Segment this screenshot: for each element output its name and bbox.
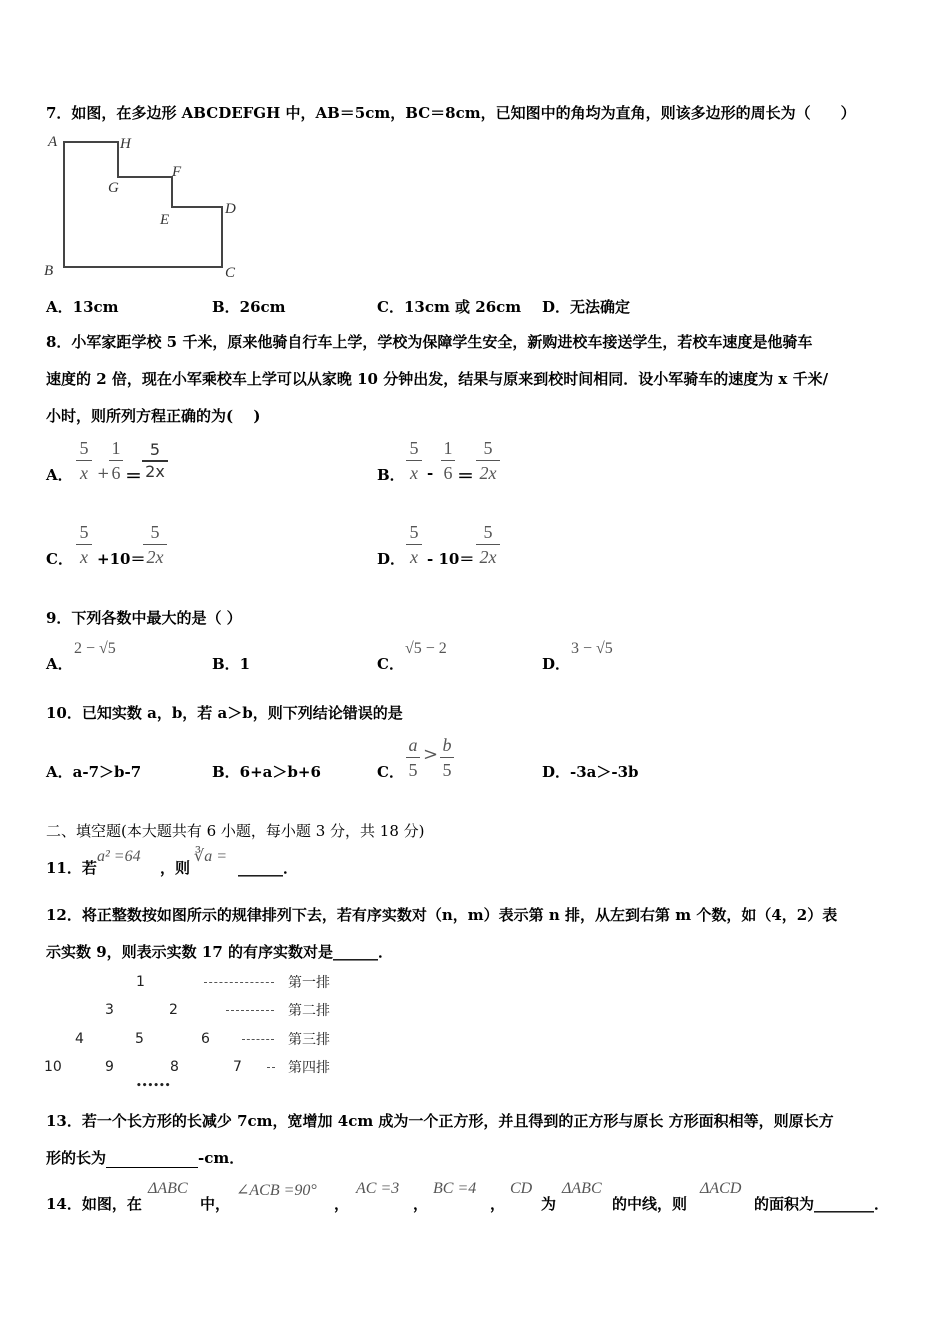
q14-p6: 为 bbox=[541, 1195, 557, 1213]
q10-option-d[interactable]: D．-3a＞-3b bbox=[542, 763, 639, 781]
q8-option-b[interactable]: B． bbox=[377, 466, 405, 484]
q9-option-a[interactable]: A． bbox=[46, 655, 73, 673]
q8d-minus10-equals: - 10＝ bbox=[427, 550, 475, 568]
q7-option-a[interactable]: A．13cm bbox=[46, 298, 119, 316]
q14-e6: ΔABC bbox=[562, 1180, 602, 1197]
row4-dash bbox=[267, 1067, 275, 1068]
q9-option-d[interactable]: D． bbox=[542, 655, 571, 673]
q11-expr2: ∛a = bbox=[194, 848, 227, 865]
q12-line2: 示实数 9，则表示实数 17 的有序实数对是______． bbox=[46, 943, 393, 961]
q14-p7: 的中线，则 bbox=[612, 1195, 688, 1213]
q9-option-d-expr: 3 − √5 bbox=[571, 640, 613, 657]
row1-num-1: 1 bbox=[136, 974, 145, 990]
q10c-frac-a-5: a 5 bbox=[406, 735, 420, 780]
q11-blank[interactable]: ______． bbox=[238, 859, 299, 877]
row1-dash bbox=[204, 982, 274, 983]
q8-option-c[interactable]: C． bbox=[46, 550, 73, 568]
q11-prefix: 11．若 bbox=[46, 859, 97, 877]
q8a-frac-5-2x: 5 2x bbox=[142, 441, 168, 481]
label-g: G bbox=[108, 180, 119, 196]
q14-p8[interactable]: 的面积为________． bbox=[754, 1195, 890, 1213]
q8d-frac-5-2x: 5 2x bbox=[476, 522, 500, 567]
q14-e3: AC =3 bbox=[356, 1180, 400, 1197]
q9-option-c-expr: √5 − 2 bbox=[405, 640, 447, 657]
q10-text: 10．已知实数 a，b，若 a＞b，则下列结论错误的是 bbox=[46, 704, 403, 722]
q8-line1: 8．小军家距学校 5 千米，原来他骑自行车上学，学校为保障学生安全，新购进校车接送学生，若校车速度是他骑车 bbox=[46, 333, 813, 351]
q8b-frac-5-2x: 5 2x bbox=[476, 438, 500, 483]
row3-num-4: 4 bbox=[75, 1031, 84, 1047]
q9-option-a-expr: 2 − √5 bbox=[74, 640, 116, 657]
q8-line2: 速度的 2 倍，现在小军乘校车上学可以从家晚 10 分钟出发，结果与原来到校时间相同．设小军骑车的速度为 x 千米/ bbox=[46, 370, 829, 388]
q14-p1: 14．如图，在 bbox=[46, 1195, 142, 1213]
row3-num-5: 5 bbox=[135, 1031, 144, 1047]
q8a-equals: ＝ bbox=[125, 467, 142, 487]
q14-p4: ， bbox=[413, 1195, 429, 1213]
row2-num-3: 3 bbox=[105, 1002, 114, 1018]
q8-option-a[interactable]: A． bbox=[46, 466, 73, 484]
q14-e5: CD bbox=[510, 1180, 533, 1197]
q14-e1: ΔABC bbox=[148, 1180, 188, 1197]
q8b-equals: ＝ bbox=[457, 467, 474, 487]
q7-option-d[interactable]: D．无法确定 bbox=[542, 298, 631, 316]
q10-option-b[interactable]: B．6+a＞b+6 bbox=[212, 763, 321, 781]
q8-line3: 小时，则所列方程正确的为( ) bbox=[46, 407, 261, 425]
row4-label: 第四排 bbox=[288, 1060, 330, 1076]
q7-option-c[interactable]: C．13cm 或 26cm bbox=[377, 298, 522, 316]
row3-num-6: 6 bbox=[201, 1031, 210, 1047]
q8b-minus: - bbox=[427, 464, 434, 482]
q14-e4: BC =4 bbox=[433, 1180, 477, 1197]
q14-e7: ΔACD bbox=[700, 1180, 742, 1197]
label-h: H bbox=[120, 136, 131, 152]
q10-option-a[interactable]: A．a-7＞b-7 bbox=[46, 763, 142, 781]
label-d: D bbox=[225, 201, 236, 217]
q14-p3: ， bbox=[334, 1195, 350, 1213]
row1-label: 第一排 bbox=[288, 975, 330, 991]
q13-line1: 13．若一个长方形的长减少 7cm，宽增加 4cm 成为一个正方形，并且得到的正方形与原长 方形面积相等，则原长方 bbox=[46, 1112, 834, 1130]
q8-option-d[interactable]: D． bbox=[377, 550, 406, 568]
row2-num-2: 2 bbox=[169, 1002, 178, 1018]
q14-p5: ， bbox=[490, 1195, 506, 1213]
q13-suffix: -cm． bbox=[198, 1149, 245, 1167]
continuation-dots: •••••• bbox=[136, 1081, 171, 1091]
row4-num-10: 10 bbox=[44, 1059, 62, 1075]
row4-num-9: 9 bbox=[105, 1059, 114, 1075]
q9-option-b[interactable]: B．1 bbox=[212, 655, 251, 673]
q14-p2: 中， bbox=[200, 1195, 231, 1213]
q8a-frac-1-6: 1 6 bbox=[109, 438, 123, 483]
q8a-frac-5-x: 5 x bbox=[76, 438, 92, 483]
q14-e2: ∠ACB =90° bbox=[236, 1182, 317, 1199]
row3-dash bbox=[242, 1039, 274, 1040]
label-f: F bbox=[172, 164, 182, 180]
q10-option-c[interactable]: C． bbox=[377, 763, 404, 781]
q13-prefix: 形的长为 bbox=[46, 1149, 107, 1167]
label-c: C bbox=[225, 265, 236, 281]
q13-line2 bbox=[46, 1147, 244, 1168]
label-e: E bbox=[160, 212, 170, 228]
q11-mid: ，则 bbox=[160, 859, 191, 877]
q9-text: 9．下列各数中最大的是（ ） bbox=[46, 609, 242, 627]
polygon-abcdefgh bbox=[64, 142, 222, 267]
row4-num-8: 8 bbox=[170, 1059, 179, 1075]
q8b-frac-1-6: 1 6 bbox=[441, 438, 455, 483]
label-a: A bbox=[48, 134, 58, 150]
section2-heading: 二、填空题(本大题共有 6 小题，每小题 3 分，共 18 分) bbox=[46, 822, 425, 840]
row2-dash bbox=[226, 1010, 274, 1011]
q7-polygon-figure bbox=[40, 130, 250, 282]
q13-answer-blank[interactable] bbox=[106, 1149, 198, 1168]
q8c-plus10-equals: +10＝ bbox=[97, 550, 146, 568]
q8a-plus: + bbox=[97, 464, 110, 482]
q12-line1: 12．将正整数按如图所示的规律排列下去，若有序实数对（n，m）表示第 n 排，从左到右第 m 个数，如（4，2）表 bbox=[46, 906, 838, 924]
row3-label: 第三排 bbox=[288, 1032, 330, 1048]
q8c-frac-5-2x: 5 2x bbox=[143, 522, 167, 567]
q8c-frac-5-x: 5 x bbox=[76, 522, 92, 567]
row2-label: 第二排 bbox=[288, 1003, 330, 1019]
row4-num-7: 7 bbox=[233, 1059, 242, 1075]
q9-option-c[interactable]: C． bbox=[377, 655, 404, 673]
q8b-frac-5-x: 5 x bbox=[406, 438, 422, 483]
q7-text: 7．如图，在多边形 ABCDEFGH 中，AB＝5cm，BC＝8cm，已知图中的角均为直角，则该多边形的周长为（ ） bbox=[46, 104, 856, 122]
q10c-frac-b-5: b 5 bbox=[440, 735, 454, 780]
q8d-frac-5-x: 5 x bbox=[406, 522, 422, 567]
q10c-gt: > bbox=[423, 744, 439, 765]
q11-expr1: a² =64 bbox=[97, 848, 141, 865]
label-b: B bbox=[44, 263, 54, 279]
q7-option-b[interactable]: B．26cm bbox=[212, 298, 286, 316]
